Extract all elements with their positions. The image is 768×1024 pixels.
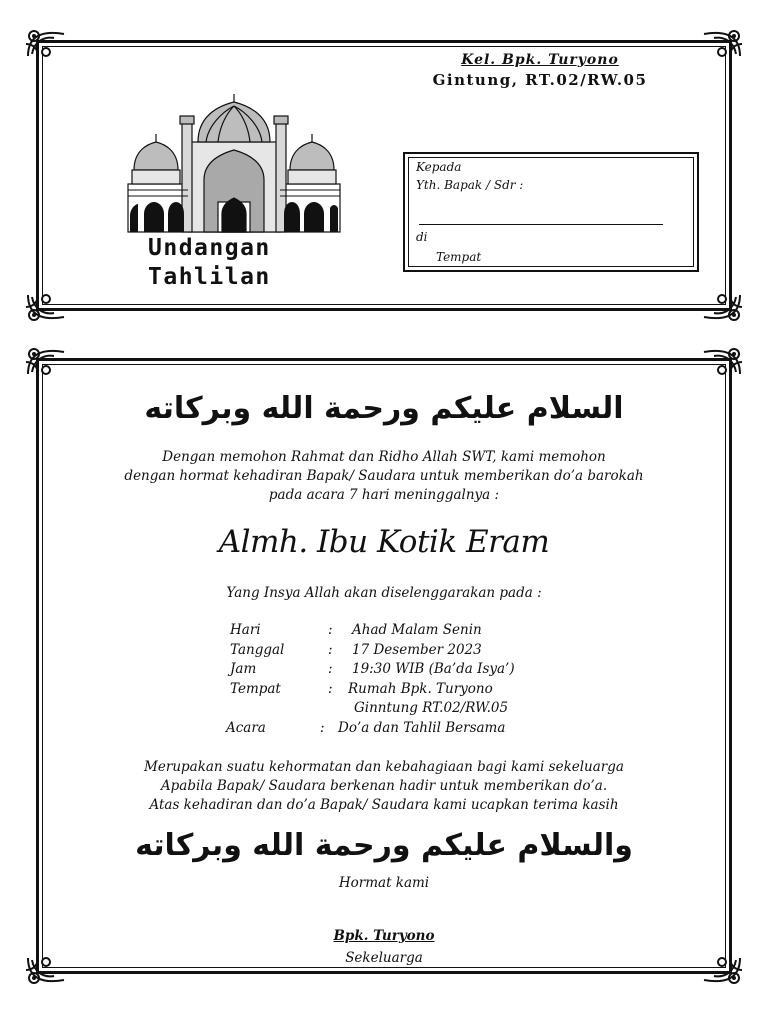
sender-address: Gintung, RT.02/RW.05 — [432, 71, 648, 89]
closing-paragraph — [0, 758, 768, 815]
corner-ornament-icon — [700, 289, 744, 325]
recipient-salutation: Yth. Bapak / Sdr : — [416, 178, 524, 192]
envelope-card — [0, 28, 768, 323]
sender-family-name: Kel. Bpk. Turyono — [461, 52, 619, 68]
intro-line: pada acara 7 hari meninggalnya : — [268, 487, 500, 503]
detail-value: Rumah Bpk. Turyono — [348, 680, 493, 697]
corner-ornament-icon — [24, 26, 68, 62]
intro-line: dengan hormat kehadiran Bapak/ Saudara untuk memberikan do’a barokah — [124, 468, 644, 484]
closing-line: Merupakan suatu kehormatan dan kebahagiaan bagi kami sekeluarga — [144, 759, 624, 775]
detail-label: Tanggal — [230, 641, 285, 658]
recipient-address-box — [403, 152, 699, 272]
detail-label: Jam — [230, 661, 257, 677]
detail-value: Do’a dan Tahlil Bersama — [338, 719, 506, 736]
regards-text: Hormat kami — [338, 875, 430, 891]
corner-ornament-icon — [700, 344, 744, 380]
detail-value: 17 Desember 2023 — [352, 641, 482, 658]
detail-value: Ahad Malam Senin — [352, 622, 482, 638]
corner-ornament-icon — [24, 344, 68, 380]
recipient-kepada: Kepada — [416, 160, 462, 174]
corner-ornament-icon — [700, 26, 744, 62]
detail-colon: : — [328, 641, 333, 658]
signer-role: Sekeluarga — [345, 950, 423, 966]
recipient-name-line — [419, 224, 663, 225]
detail-label: Tempat — [230, 680, 281, 697]
invitation-title-line2: Tahlilan — [148, 264, 271, 290]
corner-ornament-icon — [24, 289, 68, 325]
signer-name: Bpk. Turyono — [333, 928, 435, 944]
intro-line: Dengan memohon Rahmat dan Ridho Allah SWT, kami memohon — [162, 449, 606, 465]
invitation-title — [148, 234, 271, 292]
detail-value: Ginntung RT.02/RW.05 — [354, 700, 509, 716]
detail-colon: : — [328, 680, 333, 697]
detail-label: Acara — [226, 719, 266, 736]
intro-paragraph — [0, 448, 768, 505]
held-on-text: Yang Insya Allah akan diselenggarakan pada : — [226, 585, 542, 601]
closing-salam-calligraphy: والسلام عليكم ورحمة الله وبركاته — [135, 828, 633, 863]
closing-line: Apabila Bapak/ Saudara berkenan hadir untuk memberikan do’a. — [160, 778, 608, 794]
detail-colon: : — [320, 719, 325, 736]
recipient-tempat: Tempat — [436, 250, 482, 264]
salam-calligraphy: السلام عليكم ورحمة الله وبركاته — [144, 391, 624, 426]
detail-label: Hari — [230, 622, 261, 638]
detail-colon: : — [328, 622, 333, 638]
recipient-di: di — [416, 230, 428, 244]
deceased-name: Almh. Ibu Kotik Eram — [218, 524, 550, 560]
invitation-title-line1: Undangan — [148, 235, 271, 261]
detail-value: 19:30 WIB (Ba’da Isya’) — [352, 661, 515, 677]
letter-card — [0, 346, 768, 986]
mosque-icon — [126, 92, 342, 234]
closing-line: Atas kehadiran dan do’a Bapak/ Saudara kami ucapkan terima kasih — [149, 797, 619, 813]
detail-colon: : — [328, 661, 333, 677]
